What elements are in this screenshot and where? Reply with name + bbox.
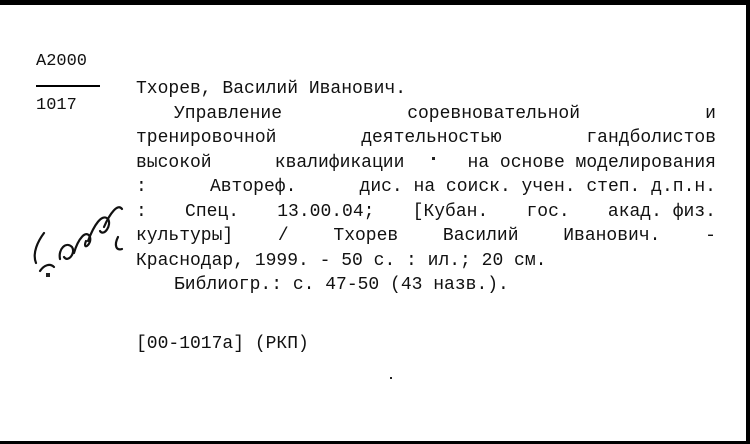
- description-word: деятельностью: [361, 128, 502, 148]
- description-word: 13.00.04;: [277, 201, 375, 222]
- description-line-4: [136, 175, 716, 200]
- author-heading: Тхорев, Василий Иванович.: [136, 79, 407, 99]
- description-word: высокой: [136, 152, 212, 173]
- description-word: [Кубан.: [412, 201, 489, 222]
- ink-mark: [390, 377, 392, 379]
- description-word: дис. на соиск. учен. степ. д.п.н.: [359, 177, 716, 197]
- description-word: культуры]: [136, 226, 234, 246]
- bibliographic-description: [136, 77, 716, 298]
- description-line-2: [136, 126, 716, 151]
- description-word: Иванович.: [563, 226, 661, 246]
- description-line-6: [136, 224, 716, 249]
- call-number: [00-1017а] (РКП): [136, 334, 309, 354]
- description-word: акад. физ.: [607, 201, 716, 222]
- description-word: /: [277, 226, 289, 246]
- shelfmark-bottom: 1017: [36, 96, 77, 115]
- bibliography-note: Библиогр.: с. 47-50 (43 назв.).: [174, 275, 509, 295]
- description-word: соревновательной: [407, 103, 581, 124]
- description-word: на основе моделирования: [467, 152, 716, 173]
- description-word: -: [705, 226, 716, 246]
- description-word: квалификации: [274, 152, 405, 173]
- description-word: и: [705, 103, 716, 124]
- description-word: :: [136, 177, 147, 197]
- description-word: :: [136, 201, 147, 222]
- shelfmark-top: A2000: [36, 52, 88, 71]
- description-word: Управление: [174, 103, 283, 124]
- description-word: гандболистов: [586, 128, 716, 148]
- description-word: гос.: [526, 201, 570, 222]
- description-word: Автореф.: [209, 177, 297, 197]
- publication-line: Краснодар, 1999. - 50 с. : ил.; 20 см.: [136, 250, 547, 271]
- description-line-5: [136, 200, 716, 225]
- description-line-3: [136, 151, 716, 176]
- ink-mark: [432, 157, 435, 160]
- description-word: Василий: [442, 226, 519, 246]
- handwritten-annotation-icon: [30, 193, 140, 283]
- ink-dot: [46, 273, 50, 277]
- description-line-1: [136, 102, 716, 127]
- shelfmark-divider: [36, 85, 100, 87]
- description-word: тренировочной: [136, 128, 277, 148]
- shelfmark: [36, 51, 100, 117]
- description-word: Спец.: [185, 201, 240, 222]
- description-word: Тхорев: [333, 226, 399, 246]
